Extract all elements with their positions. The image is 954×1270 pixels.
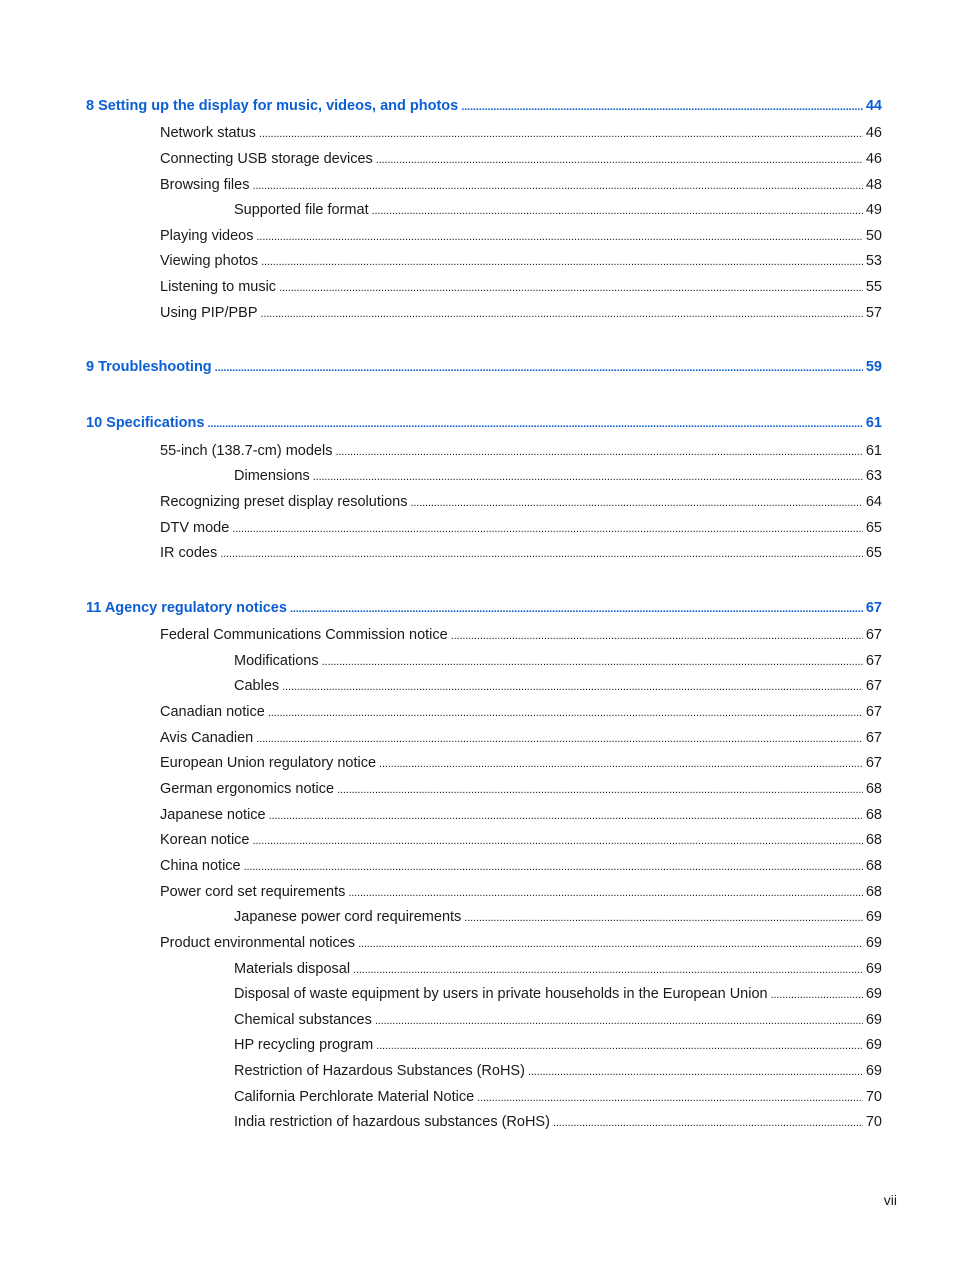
toc-subentry[interactable] xyxy=(234,651,882,671)
toc-page-number: 70 xyxy=(865,1089,882,1105)
dot-leader xyxy=(269,805,863,825)
toc-page-number: 53 xyxy=(865,253,882,269)
dot-leader xyxy=(376,1035,863,1055)
toc-entry[interactable] xyxy=(160,882,882,902)
toc-entry[interactable] xyxy=(160,728,882,748)
toc-entry-title: 11 Agency regulatory notices xyxy=(86,600,287,616)
toc-page-number: 67 xyxy=(865,627,882,643)
toc-entry-title: California Perchlorate Material Notice xyxy=(234,1089,475,1105)
toc-page-number: 68 xyxy=(865,858,882,874)
dot-leader xyxy=(322,651,863,671)
toc-entry-title: Restriction of Hazardous Substances (RoHS) xyxy=(234,1063,525,1079)
dot-leader xyxy=(372,200,863,220)
toc-entry[interactable] xyxy=(160,933,882,953)
toc-entry[interactable] xyxy=(160,753,882,773)
toc-entry-title: Modifications xyxy=(234,653,319,669)
dot-leader xyxy=(464,907,863,927)
toc-page-number: 70 xyxy=(865,1114,882,1130)
dot-leader xyxy=(528,1061,863,1081)
toc-page-number: 69 xyxy=(865,1012,882,1028)
toc-subentry[interactable] xyxy=(234,1035,882,1055)
dot-leader xyxy=(410,492,862,512)
dot-leader xyxy=(207,413,862,433)
toc-entry-title: Disposal of waste equipment by users in private households in the European Union xyxy=(234,986,768,1002)
toc-entry-title: Browsing files xyxy=(160,177,250,193)
dot-leader xyxy=(477,1087,863,1107)
toc-page-number: 69 xyxy=(865,1063,882,1079)
toc-chapter-8[interactable] xyxy=(86,96,882,116)
dot-leader xyxy=(461,96,863,116)
toc-entry-title: European Union regulatory notice xyxy=(160,755,377,771)
toc-page-number: 67 xyxy=(865,730,882,746)
toc-subentry[interactable] xyxy=(234,1010,882,1030)
dot-leader xyxy=(232,518,863,538)
toc-entry-title: 10 Specifications xyxy=(86,415,205,431)
toc-page-number: 61 xyxy=(865,443,882,459)
toc-page-number: 49 xyxy=(865,202,882,218)
toc-entry-title: Using PIP/PBP xyxy=(160,305,258,321)
toc-entry[interactable] xyxy=(160,123,882,143)
toc-page-number: 68 xyxy=(865,807,882,823)
toc-entry[interactable] xyxy=(160,441,882,461)
toc-entry[interactable] xyxy=(160,175,882,195)
toc-entry-title: HP recycling program xyxy=(234,1037,374,1053)
toc-page-number: 46 xyxy=(865,151,882,167)
toc-entry-title: Playing videos xyxy=(160,228,254,244)
dot-leader xyxy=(261,303,863,323)
dot-leader xyxy=(348,882,863,902)
dot-leader xyxy=(375,1010,863,1030)
toc-entry-title: Network status xyxy=(160,125,256,141)
toc-entry-title: Viewing photos xyxy=(160,253,259,269)
toc-subentry[interactable] xyxy=(234,1087,882,1107)
toc-page-number: 48 xyxy=(865,177,882,193)
dot-leader xyxy=(261,251,863,271)
toc-page-number: 69 xyxy=(865,935,882,951)
toc-entry-title: 55-inch (138.7-cm) models xyxy=(160,443,333,459)
dot-leader xyxy=(244,856,863,876)
toc-entry-title: Chemical substances xyxy=(234,1012,372,1028)
toc-subentry[interactable] xyxy=(234,907,882,927)
dot-leader xyxy=(358,933,863,953)
toc-subentry[interactable] xyxy=(234,959,882,979)
toc-entry-title: IR codes xyxy=(160,545,218,561)
dot-leader xyxy=(257,226,863,246)
toc-page-number: 68 xyxy=(865,781,882,797)
toc-page-number: 55 xyxy=(865,279,882,295)
toc-entry-title: India restriction of hazardous substances (RoHS) xyxy=(234,1114,550,1130)
toc-page-number: 69 xyxy=(865,1037,882,1053)
toc-page-number: 67 xyxy=(865,755,882,771)
toc-page-number: 61 xyxy=(865,415,882,431)
toc-entry-title: 8 Setting up the display for music, videos, and photos xyxy=(86,98,459,114)
toc-entry-title: China notice xyxy=(160,858,241,874)
dot-leader xyxy=(220,543,863,563)
dot-leader xyxy=(282,676,863,696)
dot-leader xyxy=(337,779,863,799)
toc-entry[interactable] xyxy=(160,492,882,512)
toc-page-number: 68 xyxy=(865,884,882,900)
toc-entry[interactable] xyxy=(160,805,882,825)
toc-entry[interactable] xyxy=(160,543,882,563)
toc-chapter-11[interactable] xyxy=(86,598,882,618)
toc-entry-title: Korean notice xyxy=(160,832,250,848)
toc-entry-title: Materials disposal xyxy=(234,961,351,977)
toc-entry-title: Recognizing preset display resolutions xyxy=(160,494,408,510)
toc-subentry[interactable] xyxy=(234,676,882,696)
dot-leader xyxy=(252,830,862,850)
toc-page-number: 64 xyxy=(865,494,882,510)
toc-entry-title: German ergonomics notice xyxy=(160,781,335,797)
toc-chapter-10[interactable] xyxy=(86,413,882,433)
dot-leader xyxy=(335,441,862,461)
toc-entry-title: Power cord set requirements xyxy=(160,884,346,900)
toc-entry-title: Japanese notice xyxy=(160,807,266,823)
toc-page-number: 65 xyxy=(865,545,882,561)
dot-leader xyxy=(279,277,863,297)
dot-leader xyxy=(771,984,863,1004)
toc-page-number: 59 xyxy=(865,359,882,375)
toc-entry-title: Japanese power cord requirements xyxy=(234,909,462,925)
toc-subentry[interactable] xyxy=(234,200,882,220)
toc-entry-title: Cables xyxy=(234,678,280,694)
dot-leader xyxy=(259,123,863,143)
toc-page-number: 44 xyxy=(865,98,882,114)
toc-entry-title: Connecting USB storage devices xyxy=(160,151,373,167)
toc-page-number: 50 xyxy=(865,228,882,244)
toc-subentry[interactable] xyxy=(234,1112,882,1132)
dot-leader xyxy=(451,625,863,645)
toc-entry-title: Avis Canadien xyxy=(160,730,254,746)
dot-leader xyxy=(353,959,863,979)
toc-entry-title: Canadian notice xyxy=(160,704,265,720)
toc-page-number: 69 xyxy=(865,961,882,977)
toc-page-number: 69 xyxy=(865,909,882,925)
dot-leader xyxy=(256,728,863,748)
toc-page-number: 63 xyxy=(865,468,882,484)
toc-entry-title: Federal Communications Commission notice xyxy=(160,627,448,643)
toc-entry[interactable] xyxy=(160,625,882,645)
toc-entry[interactable] xyxy=(160,830,882,850)
toc-entry[interactable] xyxy=(160,518,882,538)
dot-leader xyxy=(215,357,863,377)
toc-entry[interactable] xyxy=(160,277,882,297)
toc-entry-title: Supported file format xyxy=(234,202,369,218)
toc-entry-title: Product environmental notices xyxy=(160,935,356,951)
toc-entry[interactable] xyxy=(160,856,882,876)
toc-entry-title: DTV mode xyxy=(160,520,230,536)
dot-leader xyxy=(268,702,863,722)
toc-page-number: 67 xyxy=(865,653,882,669)
toc-entry[interactable] xyxy=(160,251,882,271)
toc-page-number: 68 xyxy=(865,832,882,848)
toc-page-number: 67 xyxy=(865,704,882,720)
toc-entry[interactable] xyxy=(160,226,882,246)
dot-leader xyxy=(313,466,863,486)
dot-leader xyxy=(553,1112,863,1132)
dot-leader xyxy=(379,753,863,773)
toc-subentry[interactable] xyxy=(234,984,882,1004)
dot-leader xyxy=(252,175,862,195)
toc-subentry[interactable] xyxy=(234,466,882,486)
toc-page-number: 67 xyxy=(865,600,882,616)
toc-entry[interactable] xyxy=(160,149,882,169)
toc-entry-title: Listening to music xyxy=(160,279,277,295)
toc-entry-title: Dimensions xyxy=(234,468,310,484)
toc-chapter-9[interactable] xyxy=(86,357,882,377)
toc-page-number: 46 xyxy=(865,125,882,141)
toc-entry[interactable] xyxy=(160,303,882,323)
toc-entry[interactable] xyxy=(160,702,882,722)
toc-entry[interactable] xyxy=(160,779,882,799)
toc-subentry[interactable] xyxy=(234,1061,882,1081)
page-folio: vii xyxy=(883,1192,897,1208)
toc-page-number: 67 xyxy=(865,678,882,694)
toc-page-number: 69 xyxy=(865,986,882,1002)
toc-entry-title: 9 Troubleshooting xyxy=(86,359,212,375)
dot-leader xyxy=(376,149,863,169)
dot-leader xyxy=(290,598,863,618)
toc-page-number: 57 xyxy=(865,305,882,321)
toc-page-number: 65 xyxy=(865,520,882,536)
